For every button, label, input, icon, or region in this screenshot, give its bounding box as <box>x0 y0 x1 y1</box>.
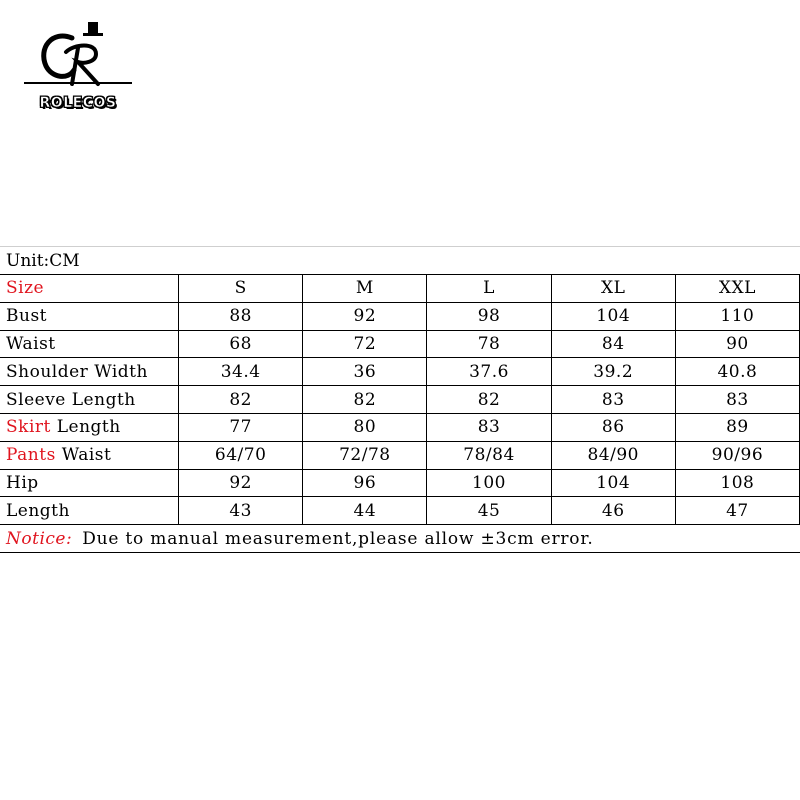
table-cell: 83 <box>427 414 551 441</box>
table-row <box>0 497 800 525</box>
row-label-text: Bust <box>6 306 47 327</box>
table-cell: 82 <box>303 386 427 413</box>
table-cell: 45 <box>427 497 551 524</box>
size-header-cell: XXL <box>676 275 800 302</box>
row-label <box>0 303 179 330</box>
table-cell: 43 <box>179 497 303 524</box>
size-header-cell: S <box>179 275 303 302</box>
row-label-text: Shoulder Width <box>6 361 148 382</box>
table-cell: 83 <box>552 386 676 413</box>
table-cell: 47 <box>676 497 800 524</box>
table-cell: 44 <box>303 497 427 524</box>
table-cell: 110 <box>676 303 800 330</box>
row-label <box>0 386 179 413</box>
table-row <box>0 331 800 359</box>
table-row <box>0 303 800 331</box>
table-row <box>0 386 800 414</box>
table-cell: 72/78 <box>303 442 427 469</box>
row-label <box>0 497 179 524</box>
table-cell: 64/70 <box>179 442 303 469</box>
row-label-text: Sleeve Length <box>6 389 136 410</box>
table-cell: 86 <box>552 414 676 441</box>
table-cell: 108 <box>676 470 800 497</box>
table-cell: 34.4 <box>179 358 303 385</box>
table-cell: 83 <box>676 386 800 413</box>
row-label-text: Hip <box>6 472 39 493</box>
table-row <box>0 470 800 498</box>
measurement-rows <box>0 303 800 525</box>
table-cell: 36 <box>303 358 427 385</box>
size-header-cell: M <box>303 275 427 302</box>
table-cell: 104 <box>552 470 676 497</box>
row-label-text: Length <box>6 500 70 521</box>
table-cell: 92 <box>303 303 427 330</box>
size-header-cell: L <box>427 275 551 302</box>
size-chart-table <box>0 246 800 553</box>
row-label <box>0 442 179 469</box>
size-header-label: Size <box>0 275 179 302</box>
table-cell: 84/90 <box>552 442 676 469</box>
table-cell: 72 <box>303 331 427 358</box>
row-label-red-part: Skirt <box>6 417 51 438</box>
row-label-text: Waist <box>55 445 112 466</box>
table-cell: 82 <box>179 386 303 413</box>
row-label-text: Length <box>50 417 121 438</box>
row-label <box>0 470 179 497</box>
size-header-cell: XL <box>552 275 676 302</box>
rolecos-logo <box>22 18 134 118</box>
table-cell: 40.8 <box>676 358 800 385</box>
brand-wordmark: ROLECOS <box>39 95 117 111</box>
row-label <box>0 358 179 385</box>
unit-label: Unit:CM <box>6 250 80 271</box>
notice-row <box>0 525 800 553</box>
table-cell: 84 <box>552 331 676 358</box>
table-cell: 78/84 <box>427 442 551 469</box>
table-cell: 90 <box>676 331 800 358</box>
table-cell: 37.6 <box>427 358 551 385</box>
table-cell: 88 <box>179 303 303 330</box>
table-cell: 90/96 <box>676 442 800 469</box>
table-cell: 92 <box>179 470 303 497</box>
table-cell: 98 <box>427 303 551 330</box>
table-row <box>0 442 800 470</box>
row-label <box>0 414 179 441</box>
size-header-row <box>0 275 800 303</box>
monogram-icon <box>22 18 134 90</box>
table-cell: 39.2 <box>552 358 676 385</box>
table-row <box>0 414 800 442</box>
table-cell: 89 <box>676 414 800 441</box>
notice-text: Due to manual measurement,please allow ±3cm error. <box>82 528 594 549</box>
table-cell: 82 <box>427 386 551 413</box>
table-cell: 80 <box>303 414 427 441</box>
row-label-text: Waist <box>6 333 56 354</box>
table-row <box>0 358 800 386</box>
row-label-red-part: Pants <box>6 445 56 466</box>
table-cell: 104 <box>552 303 676 330</box>
table-cell: 96 <box>303 470 427 497</box>
table-cell: 100 <box>427 470 551 497</box>
table-cell: 78 <box>427 331 551 358</box>
table-cell: 77 <box>179 414 303 441</box>
row-label <box>0 331 179 358</box>
table-cell: 46 <box>552 497 676 524</box>
notice-label: Notice: <box>6 528 73 549</box>
unit-row <box>0 247 800 275</box>
table-cell: 68 <box>179 331 303 358</box>
